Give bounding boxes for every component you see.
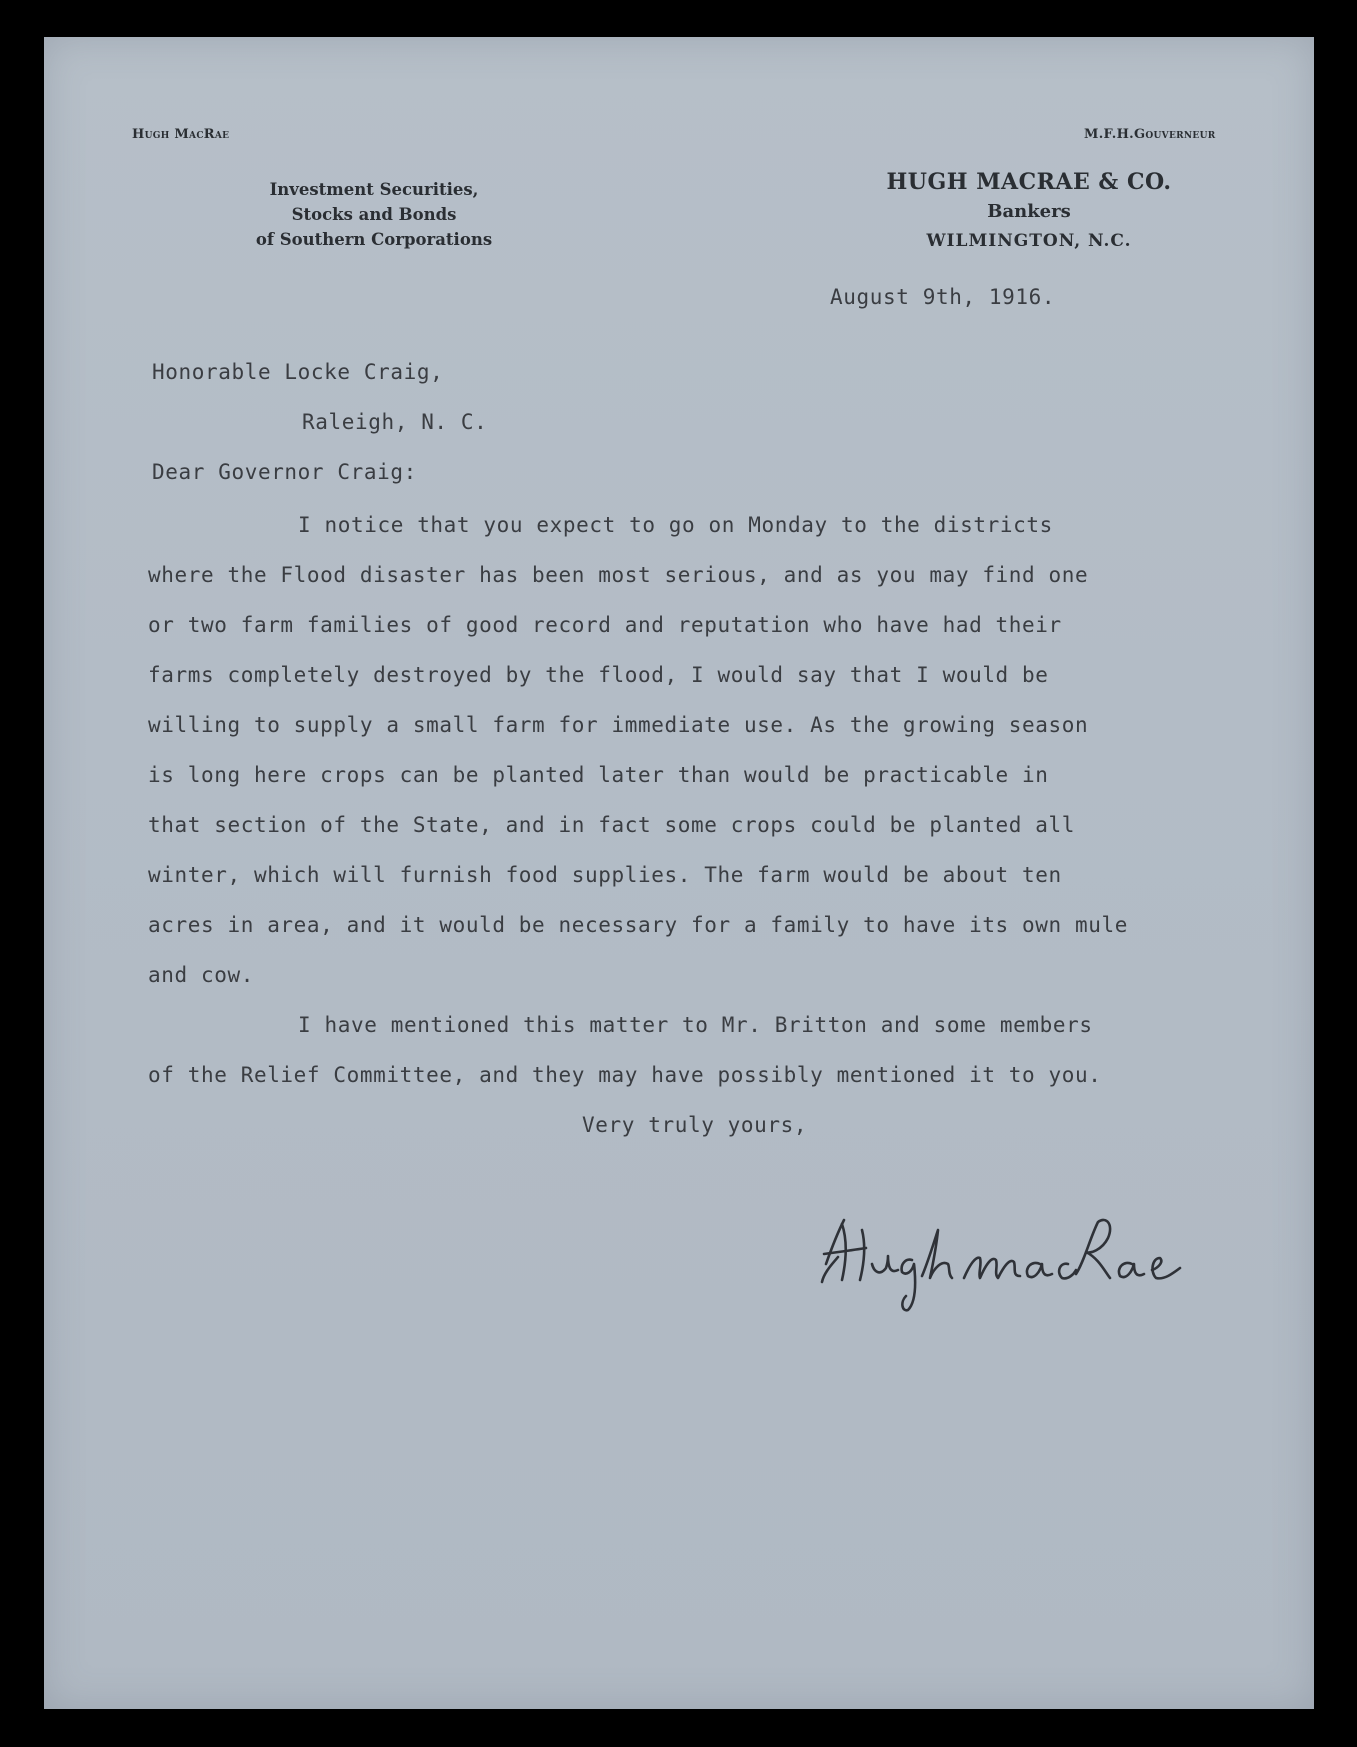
closing: Very truly yours, (582, 1113, 808, 1137)
firm-city: WILMINGTON, N.C. (926, 231, 1132, 251)
firm-subtitle: Bankers (987, 201, 1071, 222)
paragraph-line: I notice that you expect to go on Monday to the districts (298, 513, 1053, 537)
letter-page (44, 37, 1314, 1709)
paragraph-line: where the Flood disaster has been most serious, and as you may find one (148, 563, 1089, 587)
recipient-city: Raleigh, N. C. (302, 410, 488, 434)
services-line: Stocks and Bonds (291, 205, 457, 224)
letter-date: August 9th, 1916. (830, 285, 1056, 309)
paragraph-line: of the Relief Committee, and they may have possibly mentioned it to you. (148, 1063, 1102, 1087)
paragraph-line: farms completely destroyed by the flood, I would say that I would be (148, 663, 1049, 687)
paragraph-line: that section of the State, and in fact some crops could be planted all (148, 813, 1076, 837)
paragraph-line: and cow. (148, 963, 254, 987)
salutation: Dear Governor Craig: (152, 460, 417, 484)
paragraph-line: willing to supply a small farm for immediate use. As the growing season (148, 713, 1089, 737)
letterhead-firm-block (839, 167, 1219, 255)
letterhead-left-name: Hugh MacRae (132, 127, 230, 142)
paragraph-line: winter, which will furnish food supplies. The farm would be about ten (148, 863, 1062, 887)
letterhead-right-name: M.F.H.Gouverneur (1084, 127, 1216, 142)
firm-name: HUGH MACRAE & CO. (886, 169, 1172, 195)
handwritten-signature (814, 1202, 1194, 1312)
services-line: Investment Securities, (269, 180, 479, 199)
recipient-name: Honorable Locke Craig, (152, 360, 444, 384)
paragraph-line: acres in area, and it would be necessary for a family to have its own mule (148, 913, 1128, 937)
paragraph-line: I have mentioned this matter to Mr. Britton and some members (298, 1013, 1093, 1037)
paragraph-line: is long here crops can be planted later than would be practicable in (148, 763, 1049, 787)
letterhead-services (219, 177, 529, 252)
services-line: of Southern Corporations (255, 230, 493, 249)
paragraph-line: or two farm families of good record and reputation who have had their (148, 613, 1062, 637)
